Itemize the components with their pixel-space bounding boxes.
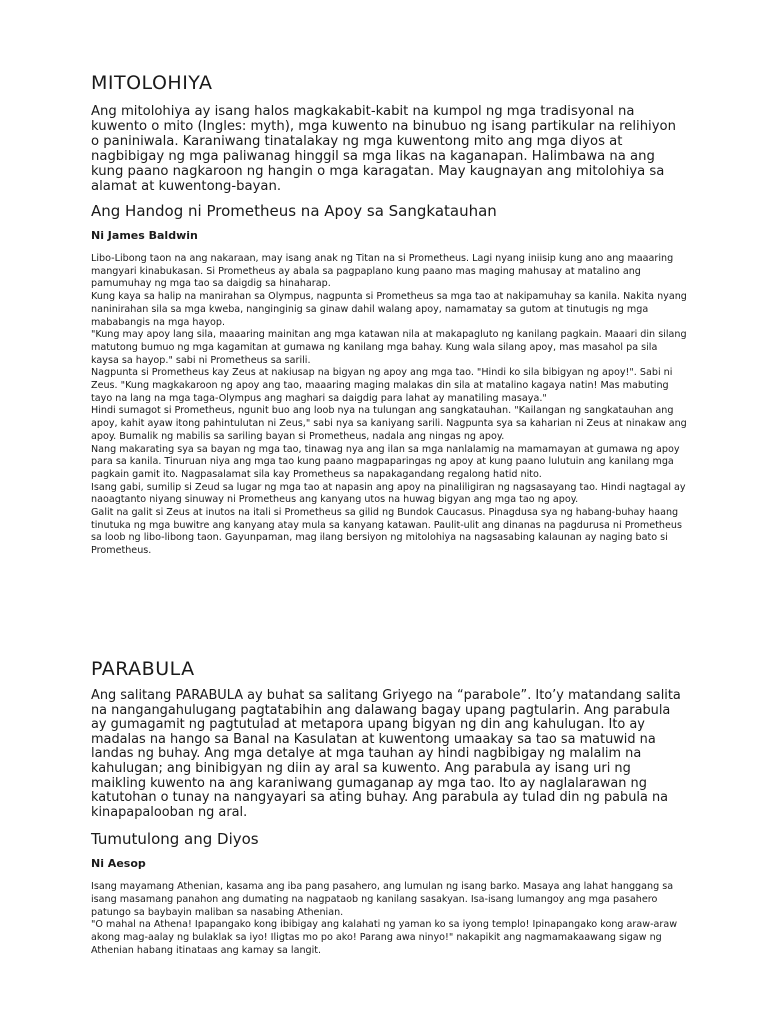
story-title: Tumutulong ang Diyos (91, 830, 259, 849)
story-body (91, 881, 688, 957)
body-paragraph: Galit na galit si Zeus at inutos na itali si Prometheus sa gilid ng Bundok Caucasus. Pinagdusa sya ng habang-buhay haang tinutuka ng mga buwitre ang kanyang atay mula sa kanyang katawan. Paulit-ulit ang dinanas na pagdurusa ni Prometheus sa loob ng libo-libong taon. Gayunpaman, mag ilang bersiyon ng mitolohiya na nagsasabing kalaunan ay naging bato si Prometheus. (91, 507, 682, 557)
story-body (91, 253, 688, 558)
body-paragraph: Isang mayamang Athenian, kasama ang iba pang pasahero, ang lumulan ng isang barko. Masaya ang lahat hanggang sa isang masamang panahon ang dumating na nagpataob ng kanilang sasakyan. Isa-isang lumangoy ang mga pasahero patungo sa baybayin maliban sa nasabing Athenian. (91, 881, 674, 918)
body-paragraph: Nang makarating sya sa bayan ng mga tao, tinawag nya ang ilan sa mga nanlalamig na mamamayan at gumawa ng apoy para sa kanila. Tinuruan niya ang mga tao kung paano magpaparingas ng apoy at kung paano lulutuin ang kanilang mga pagkain gamit ito. Nagpasalamat sila kay Prometheus sa napakagandang regalong hatid nito. (91, 443, 680, 480)
body-paragraph: Nagpunta si Prometheus kay Zeus at nakiusap na bigyan ng apoy ang mga tao. "Hindi ko sila bibigyan ng apoy!". Sabi ni Zeus. "Kung magkakaroon ng apoy ang tao, maaaring maging malakas din sila at matalino kagaya natin! Mas mabuting tayo na lang na mga taga-Olympus ang maghari sa daigdig para lahat ay manatiling masaya." (91, 367, 673, 404)
body-paragraph: Hindi sumagot si Prometheus, ngunit buo ang loob nya na tulungan ang sangkatauhan. "Kailangan ng sangkatauhan ang apoy, kahit ayaw itong pahintulutan ni Zeus," sabi nya sa kaniyang sarili. Nagpunta sya sa kaharian ni Zeus at ninakaw ang apoy. Bumalik ng mabilis sa sariling bayan si Prometheus, nadala ang ningas ng apoy. (91, 405, 687, 442)
body-paragraph: Isang gabi, sumilip si Zeud sa lugar ng mga tao at napasin ang apoy na pinaliligiran ng nagsasayang tao. Hindi nagtagal ay naoagtanto niyang sinuway ni Prometheus ang kanyang utos na huwag bigyan ang mga tao ng apoy. (91, 481, 686, 506)
section-title: MITOLOHIYA (91, 72, 213, 94)
body-paragraph: "O mahal na Athena! Ipapangako kong ibibigay ang kalahati ng yaman ko sa iyong templo! Ipinapangako kong araw-araw akong mag-aalay ng bulaklak sa iyo! Iligtas mo po ako! Parang awa ninyo!" nakapikit ang nagmamakaawang sigaw ng Athenian habang itinataas ang kamay sa langit. (91, 919, 678, 956)
body-paragraph: "Kung may apoy lang sila, maaaring mainitan ang mga katawan nila at makapagluto ng kanilang pagkain. Maaari din silang matutong bumuo ng mga kagamitan at gumawa ng kanilang mga bahay. Kung wala silang apoy, mas masahol pa sila kaysa sa hayop." sabi ni Prometheus sa sarili. (91, 329, 687, 366)
body-paragraph: Libo-Libong taon na ang nakaraan, may isang anak ng Titan na si Prometheus. Lagi nyang iniisip kung ano ang maaaring mangyari kinabukasan. Si Prometheus ay abala sa pagpaplano kung paano mas maging mahusay at matalino ang pamumuhay ng mga tao sa daigdig sa hinaharap. (91, 253, 674, 290)
story-title: Ang Handog ni Prometheus na Apoy sa Sangkatauhan (91, 202, 497, 220)
body-paragraph: Kung kaya sa halip na manirahan sa Olympus, nagpunta si Prometheus sa mga tao at nakipamuhay sa kanila. Nakita nyang naninirahan sila sa mga kweba, nanginginig sa ginaw dahil walang apoy, namamatay sa gutom at tinutugis ng mga mababangis na mga hayop. (91, 291, 687, 328)
section-title: PARABULA (91, 658, 195, 680)
section-mitolohiya (91, 0, 688, 558)
section-parabula (91, 657, 688, 958)
story-author: Ni James Baldwin (91, 229, 198, 242)
section-intro: Ang salitang PARABULA ay buhat sa salitang Griyego na “parabole”. Ito’y matandang salita na nangangahulugang pagtatabihin ang dalawang bagay upang pagtularin. Ang parabula ay gumagamit ng pagtutulad at metapora upang bigyan ng din ang kahulugan. Ito ay madalas na hango sa Banal na Kasulatan at kuwentong umaakay sa tao sa matuwid na landas ng buhay. Ang mga detalye at mga tauhan ay hindi nagbibigay ng malalim na kahulugan; ang binibigyan ng diin ay aral sa kuwento. Ang parabula ay isang uri ng maikling kuwento na ang karaniwang gumaganap ay mga tao. Ito ay naglalarawan ng katutohan o tunay na nangyayari sa ating buhay. Ang parabula ay tulad din ng pabula na kinapapalooban ng aral. (91, 688, 681, 820)
section-intro: Ang mitolohiya ay isang halos magkakabit-kabit na kumpol ng mga tradisyonal na kuwento o mito (Ingles: myth), mga kuwento na binubuo ng isang partikular na relihiyon o paniniwala. Karaniwang tinatalakay ng mga kuwentong mito ang mga diyos at nagbibigay ng mga paliwanag hinggil sa mga likas na kaganapan. Halimbawa na ang kung paano nagkaroon ng hangin o mga karagatan. May kaugnayan ang mitolohiya sa alamat at kuwentong-bayan. (91, 104, 676, 194)
story-author: Ni Aesop (91, 857, 146, 871)
